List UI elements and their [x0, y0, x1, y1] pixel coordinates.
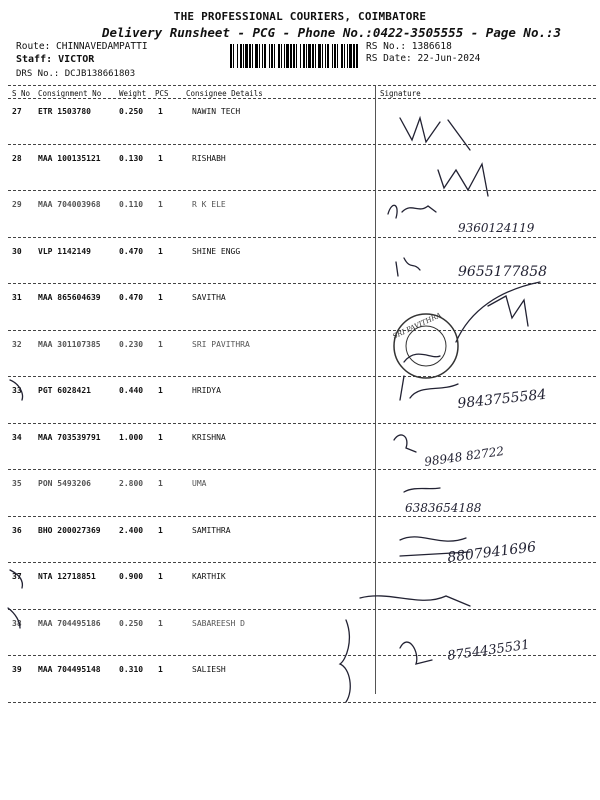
- row-weight: 0.110: [119, 200, 144, 209]
- row-weight: 2.400: [119, 525, 144, 535]
- col-pcs: PCS: [155, 89, 169, 98]
- row-sno: 35: [12, 479, 22, 488]
- route-label: Route: CHINNAVEDAMPATTI: [16, 41, 148, 52]
- row-consignment: MAA 704003968: [38, 200, 101, 209]
- row-consignee: R K ELE: [192, 200, 226, 209]
- row-weight: 0.130: [119, 153, 144, 163]
- row-consignee: SALIESH: [192, 665, 226, 674]
- rs-date: RS Date: 22-Jun-2024: [366, 53, 481, 64]
- row-pcs: 1: [158, 572, 163, 581]
- row-pcs: 1: [158, 339, 163, 349]
- row-weight: 2.800: [119, 479, 144, 488]
- row-sno: 39: [12, 665, 22, 674]
- col-consignment: Consignment No: [38, 89, 102, 98]
- signature-31: [488, 296, 528, 326]
- row-sno: 33: [12, 386, 22, 395]
- phone-39: 8754435531: [446, 637, 531, 664]
- staff-label: Staff: VICTOR: [16, 54, 95, 65]
- row-sno: 32: [12, 339, 22, 349]
- phone-34: 98948 82722: [423, 443, 505, 469]
- row-sno: 30: [12, 246, 22, 256]
- row-pcs: 1: [158, 107, 163, 116]
- row-consignment: PGT 6028421: [38, 386, 91, 395]
- row-weight: 0.900: [119, 572, 144, 581]
- signature-28: [438, 164, 488, 196]
- row-sno: 29: [12, 200, 22, 209]
- row-weight: 1.000: [119, 432, 144, 442]
- row-pcs: 1: [158, 246, 163, 256]
- row-consignee: SABAREESH D: [192, 618, 245, 628]
- row-consignee: HRIDYA: [192, 386, 221, 395]
- row-pcs: 1: [158, 665, 163, 674]
- row-pcs: 1: [158, 432, 163, 442]
- row-weight: 0.250: [119, 618, 144, 628]
- row-consignee: RISHABH: [192, 153, 226, 163]
- signature-35: [404, 488, 440, 492]
- row-weight: 0.440: [119, 386, 144, 395]
- row-consignment: BHO 200027369: [38, 525, 101, 535]
- row-weight: 0.470: [119, 293, 144, 302]
- row-consignment: MAA 100135121: [38, 153, 101, 163]
- phone-30: 9655177858: [458, 264, 548, 280]
- row-consignee: SHINE ENGG: [192, 246, 241, 256]
- row-sno: 31: [12, 293, 22, 302]
- row-pcs: 1: [158, 153, 163, 163]
- row-pcs: 1: [158, 200, 163, 209]
- row-sno: 27: [12, 107, 22, 116]
- row-consignment: MAA 704495148: [38, 665, 101, 674]
- signature-32: [404, 354, 440, 362]
- row-pcs: 1: [158, 293, 163, 302]
- row-consignment: NTA 12718851: [38, 572, 96, 581]
- row-consignee: NAWIN TECH: [192, 107, 241, 116]
- row-consignment: ETR 1503780: [38, 107, 91, 116]
- row-consignee: SAVITHA: [192, 293, 226, 302]
- stamp-icon: [391, 311, 458, 378]
- signature-30: [396, 258, 420, 276]
- row-consignment: VLP 1142149: [38, 246, 91, 256]
- row-sno: 34: [12, 432, 22, 442]
- rs-number: RS No.: 1386618: [366, 41, 452, 52]
- col-weight: Weight: [119, 89, 147, 98]
- row-sno: 28: [12, 153, 22, 163]
- row-consignee: KARTHIK: [192, 572, 226, 581]
- col-signature: Signature: [380, 89, 421, 98]
- phone-35: 6383654188: [405, 501, 482, 515]
- row-consignment: PON 5493206: [38, 479, 91, 488]
- svg-text:SRI PAVITHRA: SRI PAVITHRA: [391, 311, 443, 341]
- row-consignment: MAA 301107385: [38, 339, 101, 349]
- signature-33: [400, 376, 458, 400]
- row-consignment: MAA 704495186: [38, 618, 101, 628]
- company-name: THE PROFESSIONAL COURIERS, COIMBATORE: [173, 10, 427, 23]
- row-sno: 36: [12, 525, 22, 535]
- signature-27: [400, 118, 440, 142]
- row-consignee: KRISHNA: [192, 432, 226, 442]
- row-pcs: 1: [158, 479, 163, 488]
- signature-39: [400, 642, 432, 664]
- phone-36: 8807941696: [446, 539, 537, 566]
- col-sno: S No: [12, 89, 31, 98]
- row-pcs: 1: [158, 525, 163, 535]
- signature-34: [394, 435, 416, 452]
- row-consignee: SRI PAVITHRA: [192, 339, 250, 349]
- row-pcs: 1: [158, 618, 163, 628]
- runsheet-title: Delivery Runsheet - PCG - Phone No.:0422-3505555 - Page No.:3: [102, 25, 562, 40]
- row-weight: 0.310: [119, 665, 144, 674]
- row-consignment: MAA 865604639: [38, 293, 101, 302]
- row-consignee: SAMITHRA: [192, 525, 231, 535]
- signature-37: [360, 596, 470, 606]
- col-consignee: Consignee Details: [186, 89, 263, 98]
- row-sno: 37: [12, 572, 22, 581]
- row-weight: 0.250: [119, 107, 144, 116]
- signature-29: [388, 205, 436, 218]
- phone-33: 9843755584: [456, 386, 548, 412]
- row-weight: 0.230: [119, 339, 144, 349]
- row-sno: 38: [12, 618, 22, 628]
- row-weight: 0.470: [119, 246, 144, 256]
- phone-29: 9360124119: [458, 221, 535, 235]
- row-consignment: MAA 703539791: [38, 432, 101, 442]
- row-pcs: 1: [158, 386, 163, 395]
- row-consignee: UMA: [192, 479, 207, 488]
- drs-number: DRS No.: DCJB138661803: [16, 69, 136, 79]
